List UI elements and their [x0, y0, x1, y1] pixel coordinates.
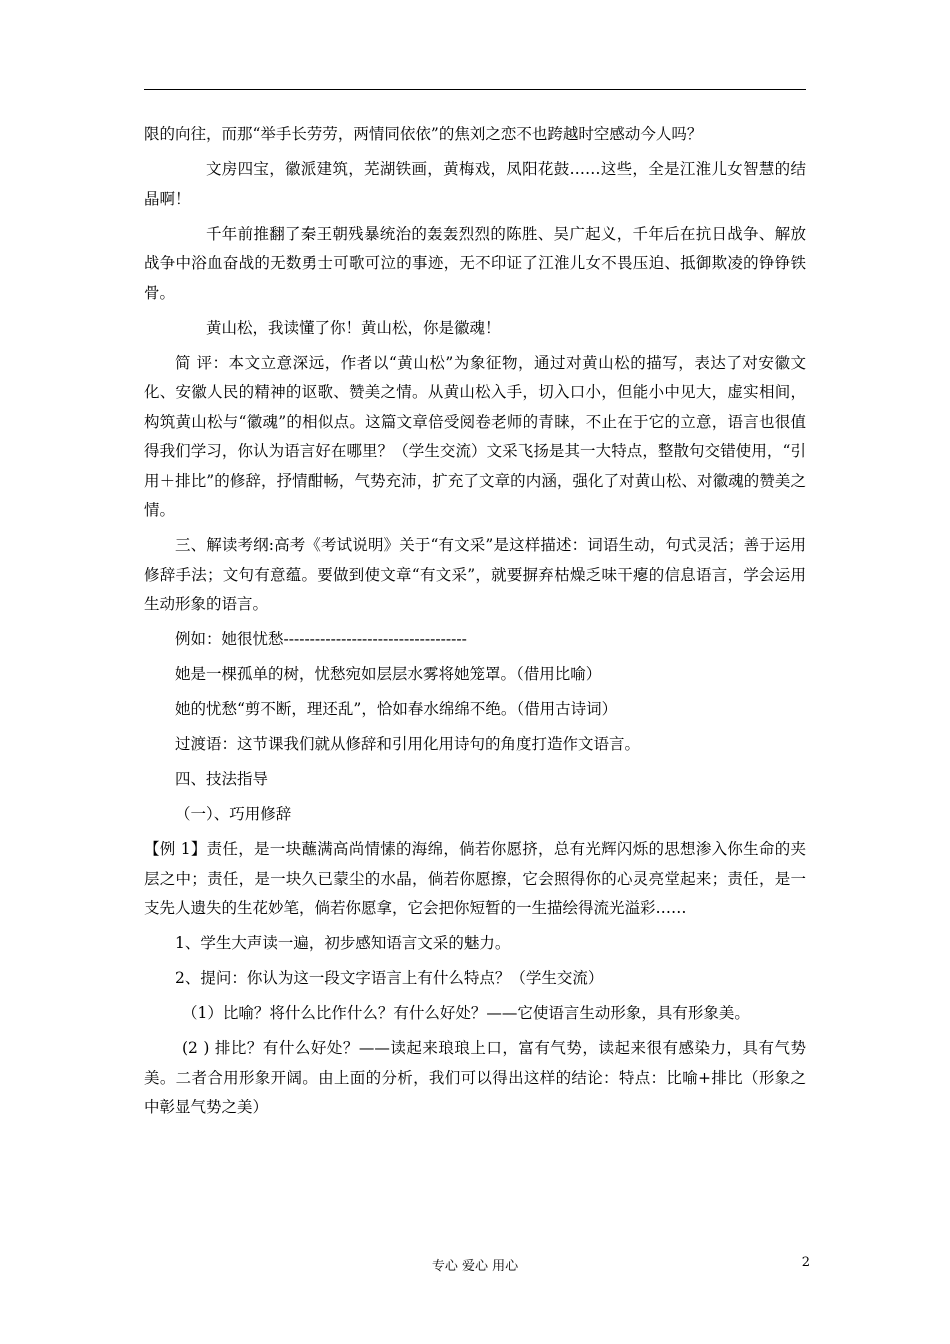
section-heading: 四、技法指导	[175, 770, 269, 788]
page-number: 2	[801, 1255, 810, 1270]
paragraph: 她的忧愁“剪不断，理还乱”，恰如春水绵绵不绝。（借用古诗词）	[175, 700, 618, 718]
paragraph: 简 评：本文立意深远，作者以“黄山松”为象征物，通过对黄山松的描写，表达了对安徽文化、安徽人民的精神的讴歌、赞美之情。从黄山松入手，切入口小，但能小中见大，虚实相间，构筑黄山松与“徽魂”的相似点。这篇文章倍受阅卷老师的青睐，不止在于它的立意，语言也很值得我们学习，你认为语言好在哪里？（学生交流）文采飞扬是其一大特点，整散句交错使用，“引用＋排比”的修辞，抒情酣畅，气势充沛，扩充了文章的内涵，强化了对黄山松、对徽魂的赞美之情。	[144, 353, 806, 519]
paragraph: 1、学生大声读一遍，初步感知语言文采的魅力。	[175, 934, 511, 952]
paragraph: 文房四宝，徽派建筑，芜湖铁画，黄梅戏，凤阳花鼓……这些，全是江淮儿女智慧的结晶啊！	[144, 160, 806, 208]
example-paragraph: 【例 1】责任，是一块蘸满高尚情愫的海绵，倘若你愿挤，总有光辉闪烁的思想渗入你生命的夹层之中；责任，是一块久已蒙尘的水晶，倘若你愿擦，它会照得你的心灵亮堂起来；责任，是一支先人遗失的生花妙笔，倘若你愿拿，它会把你短暂的一生描绘得流光溢彩……	[144, 840, 806, 917]
paragraph: 例如：她很忧愁-----------------------------------	[175, 630, 467, 648]
document-body	[144, 120, 806, 1128]
header-rule	[144, 89, 806, 90]
paragraph: 她是一棵孤单的树，忧愁宛如层层水雾将她笼罩。（借用比喻）	[175, 665, 602, 683]
subsection-heading: （一）、巧用修辞	[175, 805, 292, 823]
paragraph: (2 ) 排比？有什么好处？——读起来琅琅上口，富有气势，读起来很有感染力，具有气势美。二者合用形象开阔。由上面的分析，我们可以得出这样的结论：特点：比喻+排比（形象之中彰显气势之美）	[144, 1039, 806, 1116]
paragraph: 过渡语：这节课我们就从修辞和引用化用诗句的角度打造作文语言。	[175, 735, 641, 753]
footer-motto: 专心 爱心 用心	[431, 1259, 519, 1274]
paragraph: 限的向往，而那“举手长劳劳，两情同依依”的焦刘之恋不也跨越时空感动今人吗？	[144, 125, 703, 143]
paragraph: 2、提问：你认为这一段文字语言上有什么特点？（学生交流）	[175, 969, 604, 987]
paragraph: 千年前推翻了秦王朝残暴统治的轰轰烈烈的陈胜、吴广起义，千年后在抗日战争、解放战争中浴血奋战的无数勇士可歌可泣的事迹，无不印证了江淮儿女不畏压迫、抵御欺凌的铮铮铁骨。	[144, 224, 806, 302]
paragraph: 三、解读考纲:高考《考试说明》关于“有文采”是这样描述：词语生动，句式灵活；善于运用修辞手法；文句有意蕴。要做到使文章“有文采”，就要摒弃枯燥乏味干瘪的信息语言，学会运用生动形象的语言。	[144, 536, 806, 613]
paragraph: （1）比喻？将什么比作什么？有什么好处？——它使语言生动形象，具有形象美。	[182, 1004, 750, 1022]
paragraph: 黄山松，我读懂了你！黄山松，你是徽魂！	[206, 318, 501, 337]
